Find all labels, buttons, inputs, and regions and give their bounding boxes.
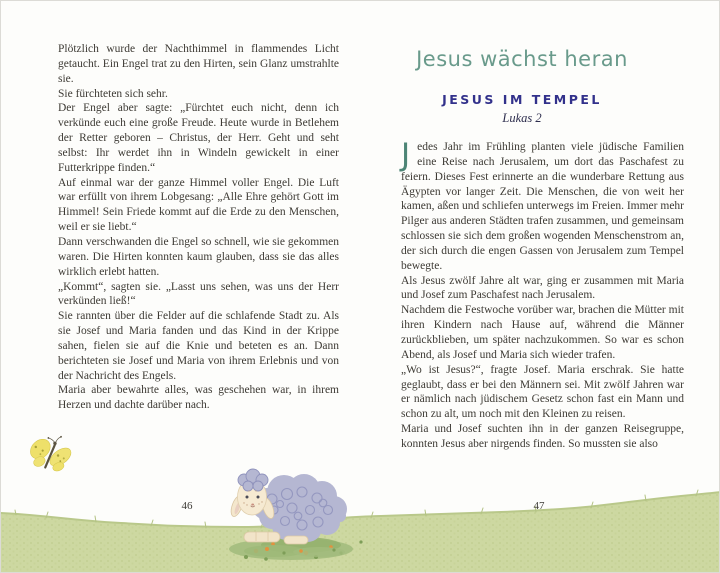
paragraph: Sie rannten über die Felder auf die schlafende Stadt zu. Als sie Josef und Maria fanden und das Kind in der Krippe sahen, fielen sie auf die Knie und beteten es an. Dann berichteten sie Josef und Maria von ihrem Erlebnis und von der Nachricht des Engels.	[58, 310, 339, 382]
paragraph: Auf einmal war der ganze Himmel voller Engel. Die Luft war erfüllt von ihrem Lobgesang: „Alle Ehre gehört Gott im Himmel! Sein Friede kommt auf die Erde zu den Menschen, weil er sie liebt.“	[58, 176, 339, 234]
meadow-illustration	[1, 487, 720, 572]
paragraph: Maria aber bewahrte alles, was geschehen war, in ihrem Herzen und dachte darüber nach.	[58, 384, 339, 412]
paragraph: Plötzlich wurde der Nachthimmel in flammendes Licht getaucht. Ein Engel trat zu den Hirten, sein Glanz umstrahlte sie.	[58, 43, 339, 85]
page-number-left: 46	[181, 500, 193, 512]
section-title: JESUS IM TEMPEL	[442, 92, 602, 107]
section-subtitle: Lukas 2	[502, 111, 542, 125]
drop-cap: J	[401, 137, 411, 173]
paragraph: Der Engel aber sagte: „Fürchtet euch nicht, denn ich verkünde euch eine große Freude. Heute wurde in Betlehem der Retter geboren – Christus, der Herr. Geht und seht selbst: Ihr werdet ihn in Windeln gewickelt in einer Futterkrippe finden.“	[58, 102, 339, 174]
foreground-grass-illustration	[239, 539, 354, 559]
paragraph: „Wo ist Jesus?“, fragte Josef. Maria erschrak. Sie hatte geglaubt, dass er bei den Männern sei. Mit zwölf Jahren war er nämlich nach jüdischem Gesetz schon fast ein Mann und schon zu alt, um noch mit den Kleinen zu reisen.	[401, 363, 684, 421]
paragraph: Dann verschwanden die Engel so schnell, wie sie gekommen waren. Die Hirten konnten kaum glauben, dass sie das alles wirklich erlebt hatten.	[58, 235, 339, 278]
butterfly-illustration	[29, 432, 73, 480]
right-page-text	[401, 137, 684, 452]
paragraph: Sie fürchteten sich sehr.	[58, 87, 168, 100]
left-page-text	[58, 42, 339, 413]
paragraph: Als Jesus zwölf Jahre alt war, ging er zusammen mit Maria und Josef zum Paschafest nach Jerusalem.	[401, 274, 684, 302]
page-number-right: 47	[533, 500, 545, 512]
paragraph: Jedes Jahr im Frühling planten viele jüdische Familien eine Reise nach Jerusalem, um dort das Paschafest zu feiern. Dieses Fest erinnerte an die wunderbare Rettung aus Ägypten vor langer Zeit. Die Menschen, die von weit her kamen, aßen und schliefen unterwegs im Freien. Immer mehr Pilger aus anderen Städten trafen zusammen, und gemeinsam schlossen sie sich dem großen wogenden Menschenstrom an, der sich durch die engen Gassen von Jerusalem zum Tempel bewegte.	[401, 137, 684, 272]
paragraph: Maria und Josef suchten ihn in der ganzen Reisegruppe, konnten Jesus aber nirgends finden. So mussten sie also	[401, 423, 684, 450]
chapter-title: Jesus wächst heran	[416, 47, 628, 71]
paragraph: „Kommt“, sagten sie. „Lasst uns sehen, was uns der Herr verkünden ließ!“	[58, 280, 339, 308]
paragraph: Nachdem die Festwoche vorüber war, brachen die Mütter mit ihren Kindern nach Hause auf, während die Männer zurückblieben, um später nachzukommen. So war es schon Abend, als Josef und Maria sich wieder trafen.	[401, 304, 684, 361]
